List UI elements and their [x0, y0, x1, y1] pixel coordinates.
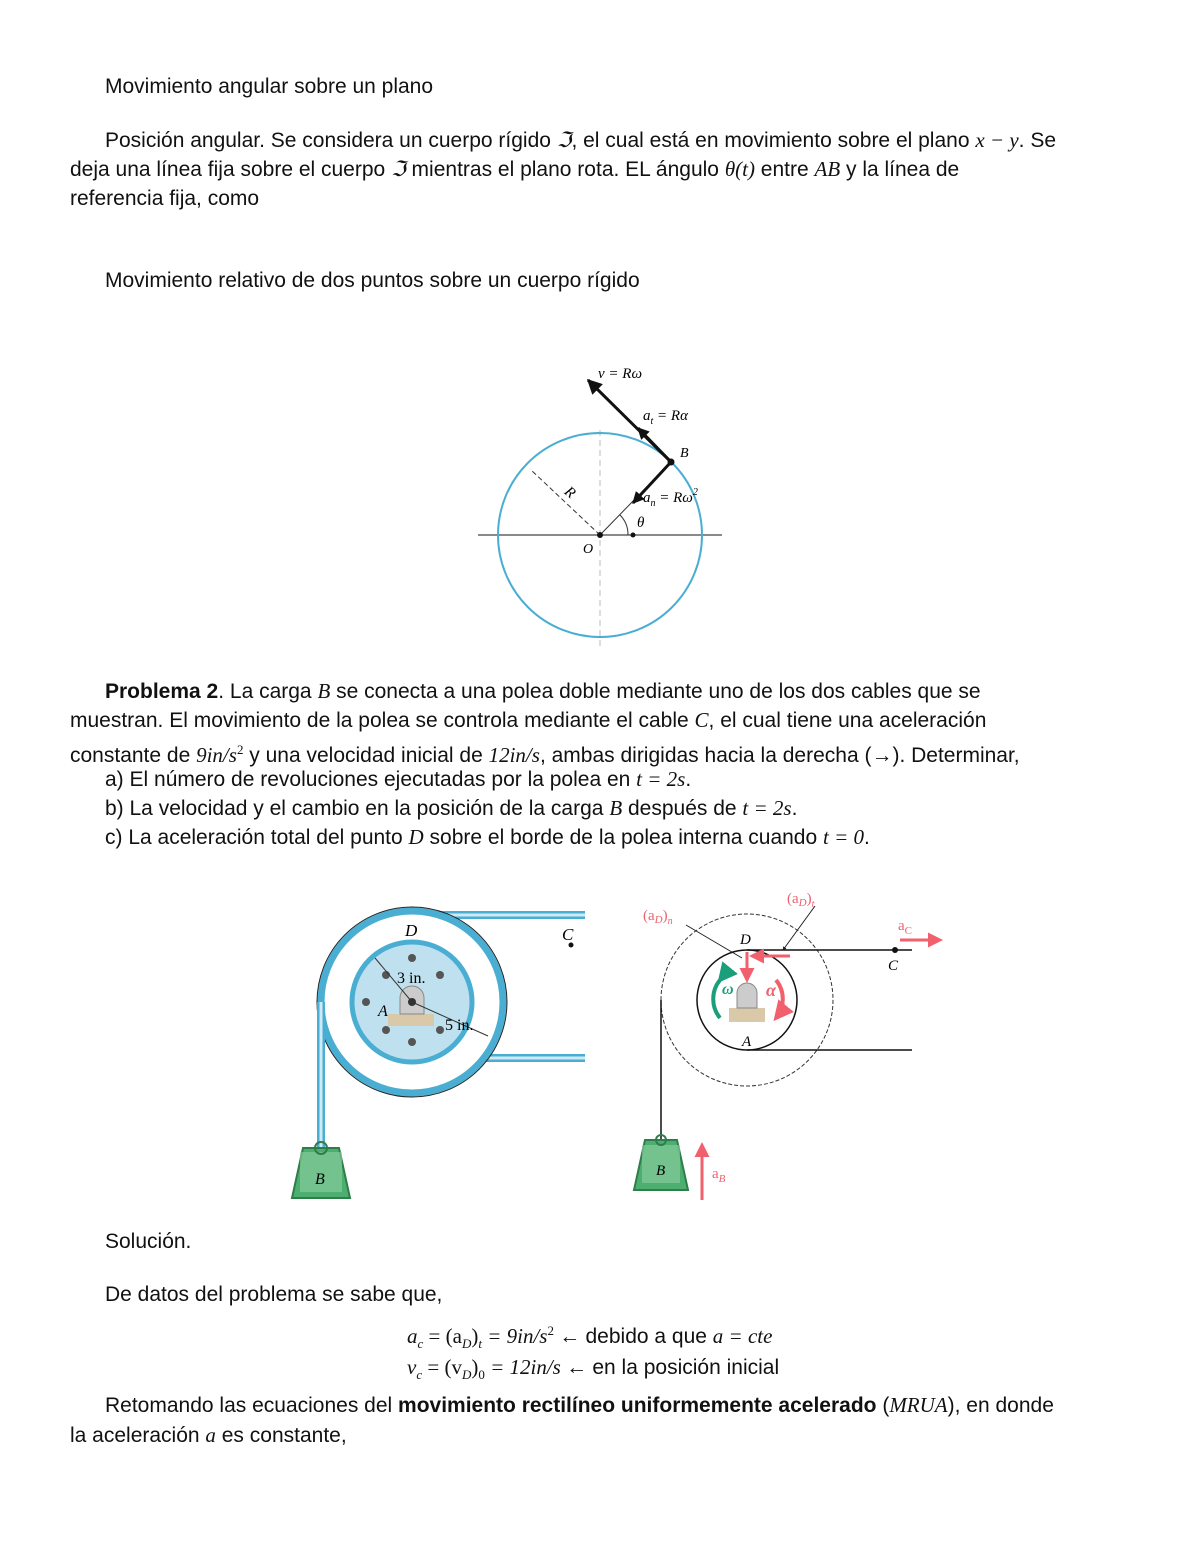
problem-title: Problema 2	[105, 680, 219, 703]
point-o-dot	[597, 532, 603, 538]
alpha-arrow	[776, 980, 783, 1018]
label-ab: $a_B$	[712, 1166, 726, 1185]
question-b: b) La velocidad y el cambio en la posición de la carga B después de t = 2s.	[105, 796, 798, 820]
right-label-a: A	[742, 1034, 752, 1050]
retomando-line-1: Retomando las ecuaciones del movimiento rectilíneo uniformemente acelerado (MRUA), en donde	[105, 1393, 1054, 1417]
equation-1: $a_c = (a_D)_t = 9in/s^2$ ← debido a que a = cte	[407, 1323, 773, 1352]
label-omega: ω	[722, 981, 734, 998]
label-radius: R	[561, 483, 579, 502]
label-an: $a_n = R\omega^2$	[643, 487, 698, 509]
left-label-3in: 3 in.	[397, 970, 426, 987]
theta-dot	[631, 533, 636, 538]
support-base	[388, 1014, 434, 1026]
label-ad-t: $(a_D)_t$	[787, 891, 815, 910]
point-b-dot	[668, 459, 675, 466]
solution-heading: Solución.	[105, 1230, 192, 1253]
right-label-c: C	[888, 958, 899, 974]
label-b: B	[680, 446, 689, 461]
problem-line-3: constante de $9in/s^2$ y una velocidad inicial de 12in/s, ambas dirigidas hacia la derecha (→). Determinar,	[70, 742, 1020, 767]
label-velocity: v = Rω	[598, 366, 643, 382]
label-theta: θ	[637, 515, 645, 531]
retomando-line-2: la aceleración a es constante,	[70, 1423, 347, 1447]
left-label-5in: 5 in.	[445, 1017, 474, 1034]
equation-2: $v_c = (v_D)_0 = 12in/s$ ← en la posición inicial	[407, 1355, 780, 1383]
section-heading-angular: Movimiento angular sobre un plano	[105, 75, 434, 98]
left-label-b: B	[315, 1171, 325, 1188]
theta-arc	[620, 515, 628, 535]
problem-line-1: Problema 2. La carga B se conecta a una polea doble mediante uno de los dos cables que se	[105, 679, 981, 703]
right-label-d: D	[740, 932, 751, 948]
solution-intro: De datos del problema se sabe que,	[105, 1283, 443, 1306]
radius-r	[530, 469, 600, 535]
paragraph-line-2: deja una línea fija sobre el cuerpo ℑ mientras el plano rota. EL ángulo θ(t) entre AB y la línea de	[70, 157, 960, 181]
section-heading-relative: Movimiento relativo de dos puntos sobre un cuerpo rígido	[105, 269, 640, 292]
paragraph-line-1: Posición angular. Se considera un cuerpo rígido ℑ, el cual está en movimiento sobre el plano x − y. Se	[105, 128, 1057, 152]
figure-circular-motion	[470, 355, 730, 655]
left-label-a: A	[378, 1003, 388, 1020]
question-c: c) La aceleración total del punto D sobre el borde de la polea interna cuando t = 0.	[105, 825, 870, 849]
figure-double-pulley	[280, 895, 600, 1210]
tangential-accel-arrow	[638, 428, 671, 462]
label-alpha: α	[766, 980, 776, 1000]
problem-line-2: muestran. El movimiento de la polea se controla mediante el cable C, el cual tiene una aceleración	[70, 708, 987, 732]
label-ac: $a_C$	[898, 918, 913, 937]
right-label-b: B	[656, 1163, 666, 1179]
label-at: $a_t = R\alpha$	[643, 408, 688, 427]
paragraph-line-3: referencia fija, como	[70, 187, 260, 210]
label-ad-n: $(a_D)_n$	[643, 908, 673, 927]
left-label-c: C	[562, 925, 574, 944]
figure-kinematics-diagram	[620, 880, 950, 1205]
left-label-d: D	[405, 921, 418, 940]
omega-arrow	[713, 980, 720, 1018]
question-a: a) El número de revoluciones ejecutadas por la polea en t = 2s.	[105, 767, 692, 791]
label-o: O	[583, 542, 594, 557]
